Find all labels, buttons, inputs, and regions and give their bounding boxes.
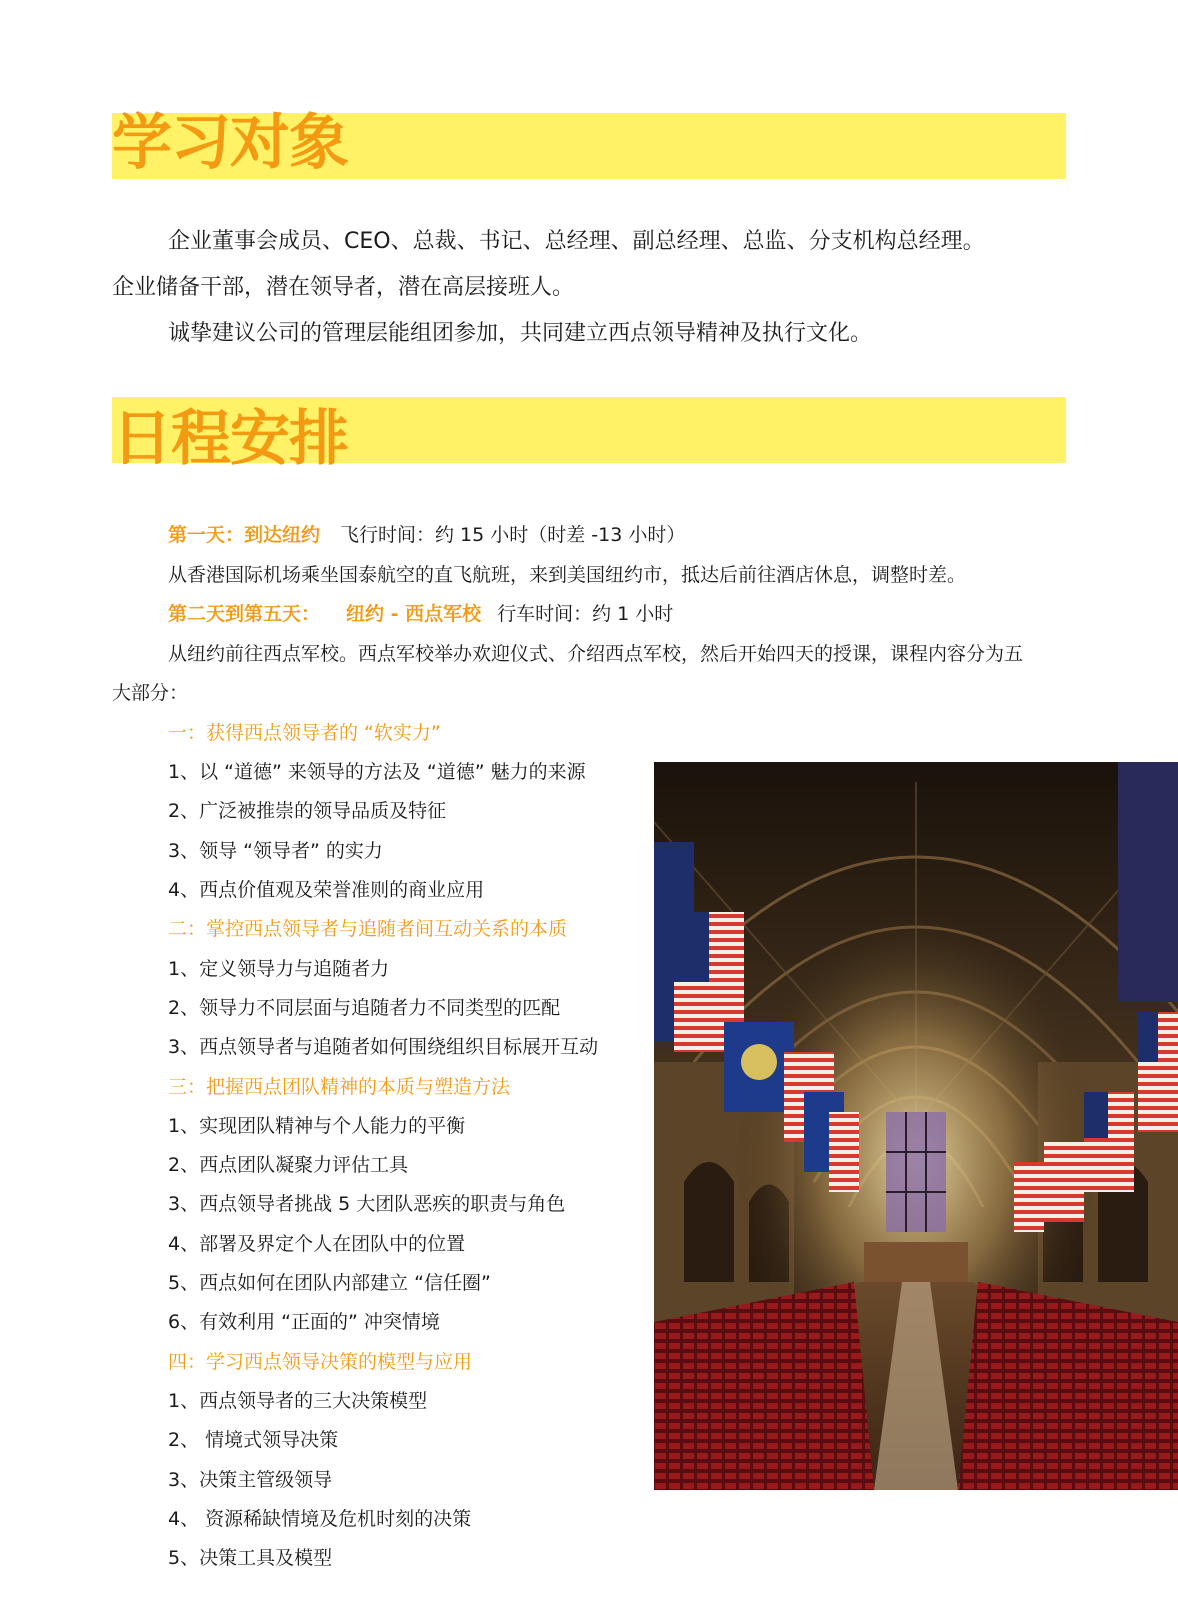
list-item: 4、 资源稀缺情境及危机时刻的决策	[168, 1508, 472, 1530]
day1-label: 第一天：到达纽约	[168, 524, 321, 546]
list-item: 4、部署及界定个人在团队中的位置	[168, 1233, 466, 1255]
list-item: 1、实现团队精神与个人能力的平衡	[168, 1115, 466, 1137]
list-item: 5、决策工具及模型	[168, 1547, 333, 1569]
paragraph-line: 企业董事会成员、CEO、总裁、书记、总经理、副总经理、总监、分支机构总经理。	[168, 229, 985, 254]
list-item: 3、西点领导者与追随者如何围绕组织目标展开互动	[168, 1036, 599, 1058]
list-item: 4、西点价值观及荣誉准则的商业应用	[168, 879, 485, 901]
list-item: 2、领导力不同层面与追随者力不同类型的匹配	[168, 997, 561, 1019]
part-heading: 一：获得西点领导者的 “软实力”	[168, 722, 441, 744]
day2-route: 纽约 - 西点军校	[346, 603, 482, 625]
day2-line	[168, 601, 673, 627]
part-heading: 四：学习西点领导决策的模型与应用	[168, 1351, 473, 1373]
list-item: 3、西点领导者挑战 5 大团队恶疾的职责与角色	[168, 1193, 566, 1215]
list-item: 3、决策主管级领导	[168, 1469, 333, 1491]
day1-description: 从香港国际机场乘坐国泰航空的直飞航班，来到美国纽约市，抵达后前往酒店休息，调整时差。	[168, 564, 967, 586]
list-item: 3、领导 “领导者” 的实力	[168, 840, 383, 862]
list-item: 2、 情境式领导决策	[168, 1429, 339, 1451]
list-item: 2、西点团队凝聚力评估工具	[168, 1154, 409, 1176]
day2-info: 行车时间：约 1 小时	[497, 603, 674, 625]
chapel-photo	[654, 762, 1178, 1490]
day1-line	[168, 522, 685, 548]
section-title-study-target: 学习对象	[112, 108, 348, 178]
list-item: 1、西点领导者的三大决策模型	[168, 1390, 428, 1412]
list-item: 6、有效利用 “正面的” 冲突情境	[168, 1311, 440, 1333]
paragraph-line: 诚挚建议公司的管理层能组团参加，共同建立西点领导精神及执行文化。	[168, 321, 873, 346]
list-item: 1、以 “道德” 来领导的方法及 “道德” 魅力的来源	[168, 761, 586, 783]
day1-info: 飞行时间：约 15 小时（时差 -13 小时）	[340, 524, 686, 546]
day2-label: 第二天到第五天：	[168, 603, 321, 625]
list-item: 5、西点如何在团队内部建立 “信任圈”	[168, 1272, 491, 1294]
paragraph-line: 企业储备干部，潜在领导者，潜在高层接班人。	[112, 275, 575, 300]
part-heading: 三：把握西点团队精神的本质与塑造方法	[168, 1076, 511, 1098]
part-heading: 二：掌控西点领导者与追随者间互动关系的本质	[168, 918, 568, 940]
day2-description: 大部分：	[112, 682, 189, 704]
section-title-schedule: 日程安排	[112, 404, 348, 474]
list-item: 2、广泛被推崇的领导品质及特征	[168, 800, 447, 822]
day2-description: 从纽约前往西点军校。西点军校举办欢迎仪式、介绍西点军校，然后开始四天的授课，课程内容分为五	[168, 643, 1024, 665]
list-item: 1、定义领导力与追随者力	[168, 958, 390, 980]
